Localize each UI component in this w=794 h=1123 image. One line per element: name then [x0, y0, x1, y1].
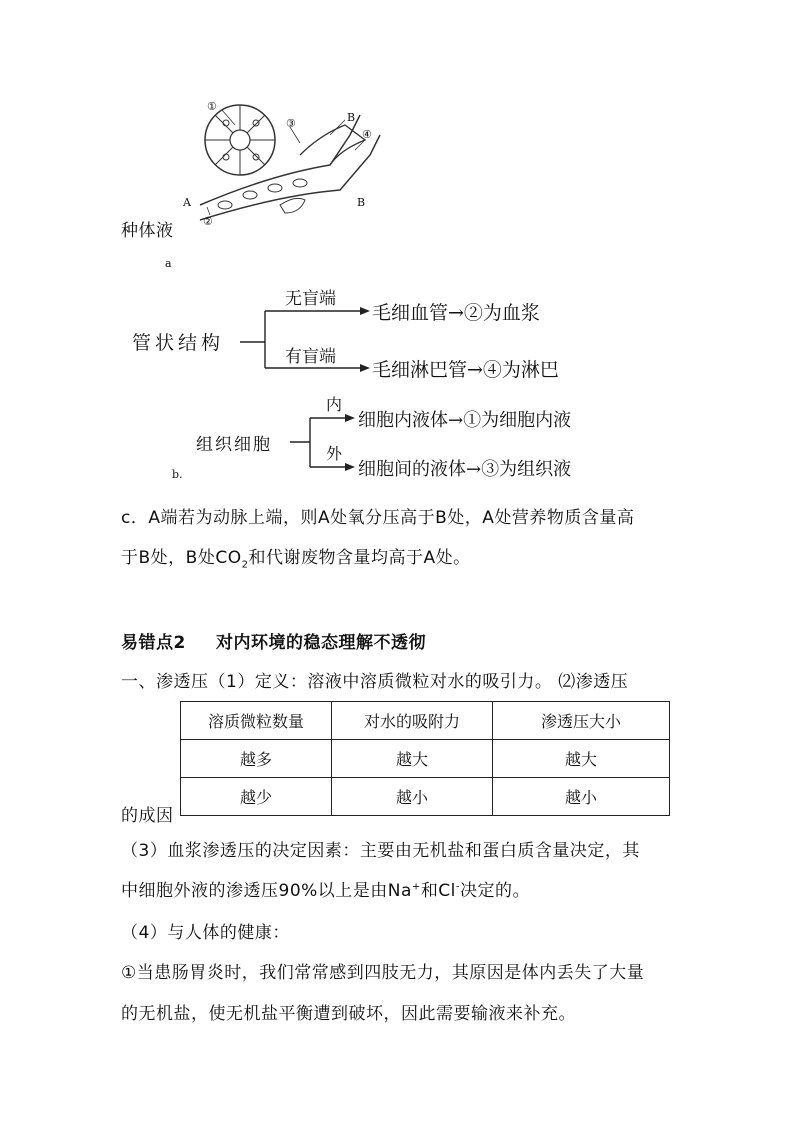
na-superscript: + — [411, 881, 421, 893]
table-cell: 越小 — [332, 778, 493, 816]
table-cell: 越少 — [181, 778, 332, 816]
body-fluid-text: 种体液 — [121, 221, 174, 241]
health-heading: （4）与人体的健康： — [121, 923, 290, 943]
table-row — [181, 778, 670, 816]
para-c-line2-b: 和代谢废物含量均高于A处。 — [248, 548, 471, 568]
branch-blind-end: 有盲端 — [285, 347, 336, 367]
plasma-osmotic-line1: （3）血浆渗透压的决定因素：主要由无机盐和蛋白质含量决定，其 — [121, 841, 640, 861]
diagram-label-4: ④ — [362, 128, 372, 141]
section-heading-title: 对内环境的稳态理解不透彻 — [216, 633, 426, 653]
diagram-label-1: ① — [207, 100, 217, 113]
branch-inner: 内 — [326, 395, 343, 414]
branch-outer: 外 — [326, 444, 343, 463]
branch-no-blind-end: 无盲端 — [285, 289, 336, 309]
plasma-line2-a: 中细胞外液的渗透压90%以上是由Na — [121, 881, 412, 901]
branch-capillary-result: 毛细血管→②为血浆 — [372, 302, 540, 324]
para-c-line2-a: 于B处，B处CO — [121, 548, 242, 568]
gastro-line1: ①当患肠胃炎时，我们常常感到四肢无力，其原因是体内丢失了大量 — [121, 963, 645, 983]
branch-interstitial-result: 细胞间的液体→③为组织液 — [358, 459, 572, 480]
table-cell: 越大 — [332, 740, 493, 778]
diagram-label-a: A — [183, 196, 191, 209]
cause-label: 的成因 — [121, 806, 174, 826]
tree-root-tubular: 管状结构 — [132, 332, 225, 354]
table-header-row — [181, 702, 670, 740]
plasma-line2-c: 决定的。 — [460, 881, 531, 901]
gastro-line2: 的无机盐，使无机盐平衡遭到破坏，因此需要输液来补充。 — [121, 1004, 576, 1024]
tree-root-tissue-cell: 组织细胞 — [196, 435, 272, 455]
plasma-osmotic-line2 — [121, 876, 530, 901]
figure-b-letter: b. — [172, 468, 183, 481]
diagram-label-b-top: B — [347, 111, 356, 124]
table-cell: 越小 — [493, 778, 670, 816]
table-header: 对水的吸附力 — [332, 702, 493, 740]
branch-lymph-result: 毛细淋巴管→④为淋巴 — [372, 359, 559, 381]
diagram-label-b-bottom: B — [357, 196, 366, 209]
table-header: 渗透压大小 — [493, 702, 670, 740]
para-c-line1: c．A端若为动脉上端，则A处氧分压高于B处，A处营养物质含量高 — [121, 508, 635, 528]
figure-a-letter: a — [165, 257, 172, 270]
diagram-label-2: ② — [203, 215, 213, 228]
osmotic-cause-table — [180, 701, 670, 816]
table-header: 溶质微粒数量 — [181, 702, 332, 740]
section-heading-label: 易错点2 — [121, 633, 186, 653]
plasma-line2-b: 和Cl — [420, 881, 456, 901]
table-row — [181, 740, 670, 778]
co2-subscript: 2 — [241, 559, 249, 571]
osmotic-intro: 一、渗透压（1）定义：溶液中溶质微粒对水的吸引力。 ⑵渗透压 — [121, 672, 629, 692]
table-cell: 越多 — [181, 740, 332, 778]
branch-intracellular-result: 细胞内液体→①为细胞内液 — [358, 410, 572, 431]
table-cell: 越大 — [493, 740, 670, 778]
para-c-line2 — [121, 543, 471, 570]
diagram-label-3: ③ — [286, 117, 296, 130]
cl-superscript: - — [455, 881, 461, 893]
